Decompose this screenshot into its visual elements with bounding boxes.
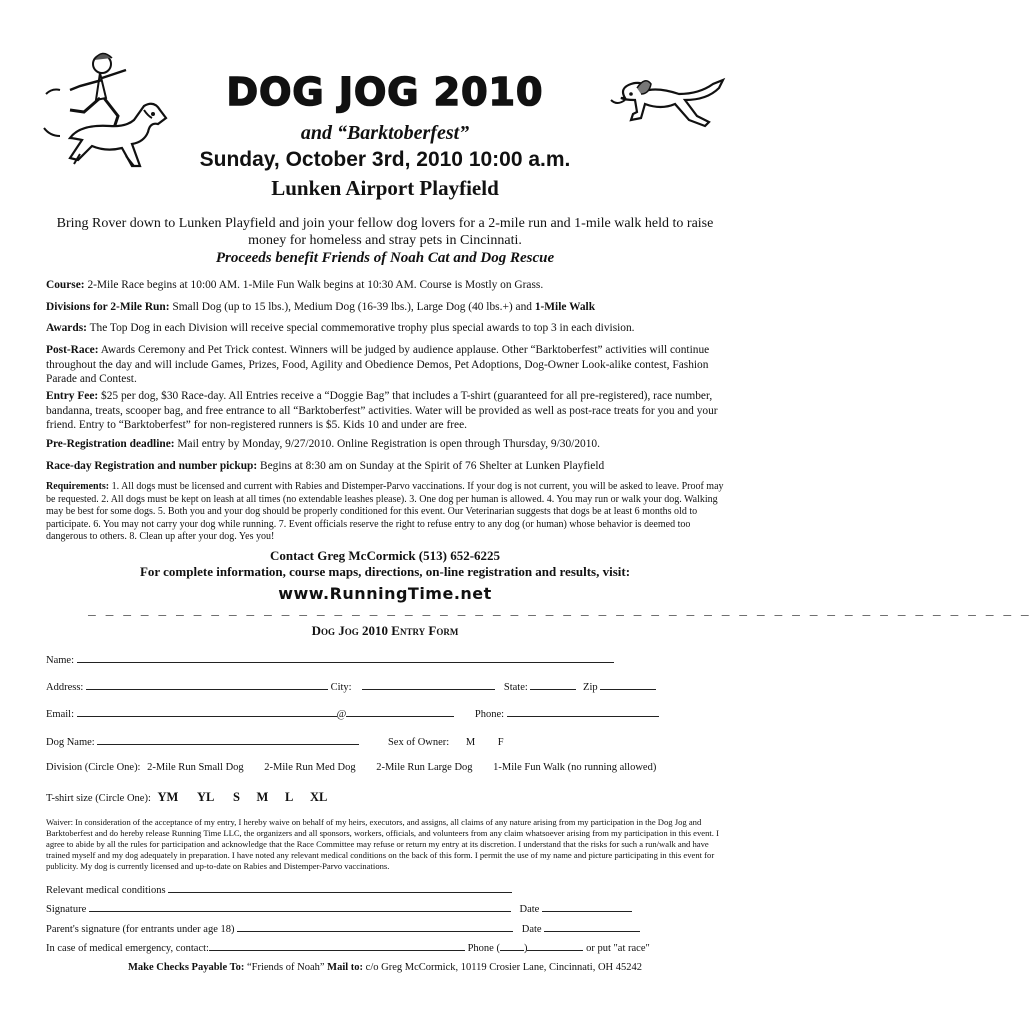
emergency-row [46,941,650,954]
benefit-text: Proceeds benefit Friends of Noah Cat and Dog Rescue [215,250,555,266]
entry-fee-text: $25 per dog, $30 Race-day. All Entries receive a “Doggie Bag” that includes a T-shirt (guaranteed for all pre-registered), race number, bandanna, treats, scooper bag, and free entrance to all “Barktoberfest” activities. Water will be provided as well as post-race treats for you and your friend. Entry to “Barktoberfest” for non-registered runners is $5. Kids 10 and under are free. [46,390,718,432]
phone-field[interactable] [507,707,659,717]
medical-field[interactable] [168,883,512,893]
signature-date-field[interactable] [542,902,632,912]
form-title: Dog Jog 2010 Entry Form [311,623,459,638]
tshirt-label: T-shirt size (Circle One): [46,793,151,804]
email-user-field[interactable] [77,707,337,717]
pre-registration-text: Mail entry by Monday, 9/27/2010. Online Registration is open through Thursday, 9/30/2010. [174,438,600,450]
sex-m-option[interactable]: M [465,737,476,748]
signature-label: Signature [46,904,87,915]
parent-signature-label: Parent's signature (for entrants under age 18) [46,924,235,935]
parent-signature-field[interactable] [237,922,513,932]
tshirt-option-s[interactable]: S [232,790,240,804]
website-link[interactable]: www.RunningTime.net [278,584,492,603]
zip-field[interactable] [600,680,656,690]
event-date: Sunday, October 3rd, 2010 10:00 a.m. [199,148,571,171]
post-race-info [46,343,729,387]
name-field[interactable] [77,653,614,663]
awards-info [46,321,729,336]
mail-value: c/o Greg McCormick, 10119 Crosier Lane, Cincinnati, OH 45242 [365,962,643,973]
requirements-text: 1. All dogs must be licensed and current with Rabies and Distemper-Parvo vaccinations. If your dog is not current, you will be asked to leave. Proof may be requested. 2. All dogs must be kept on leash at all times (no extendable leashes please). 3. One dog per human is allowed. 4. You may run or walk your dog. Walking may be best for some dogs. 5. Both you and your dog should be properly conditioned for this event. Our Veterinarian suggests that dogs be at least 6 months old to participate. 6. You may not carry your dog while running. 7. Event officials reserve the right to refuse entry to any dog (or human) whose behavior is deemed too dangerous to others. 8. Clean up after your dog. Yes you! [46,481,724,543]
emergency-phone-label: Phone ( [467,943,500,954]
division-option-med[interactable]: 2-Mile Run Med Dog [264,762,356,773]
event-subtitle: and “Barktoberfest” [300,122,470,144]
tshirt-option-yl[interactable]: YL [196,790,215,804]
signature-date-label: Date [519,904,540,915]
contact-block [0,548,770,580]
division-option-large[interactable]: 2-Mile Run Large Dog [376,762,473,773]
entry-fee-label: Entry Fee: [46,390,99,402]
or-put-text: or put "at race" [586,943,650,954]
waiver-text: Waiver: In consideration of the acceptance of my entry, I hereby waive on behalf of my heirs, executors, and assigns, all claims of any nature arising from my participation in the Dog Jog and Barktoberfest and do hereby release Running Time LLC, the organizers and all sponsors, workers, officials, and volunteers from any claim whatsoever arising from my participation in this event. I agree to abide by all the rules for participation and acknowledge that the Race Committee may refuse or return my entry at its discretion. I understand that the risks for such a run/walk and have trained myself and my dog adequately in preparation. I have noted any relevant medical conditions on the back of this form. I permit the use of my name and picture participating in this event for publicity. My dog is currently licensed and up-to-date on Rabies and Distemper-Parvo vaccinations. [46,817,719,871]
dog-name-field[interactable] [97,735,359,745]
state-field[interactable] [530,680,576,690]
event-venue: Lunken Airport Playfield [271,176,499,200]
parent-signature-row [46,922,640,935]
post-race-text: Awards Ceremony and Pet Trick contest. Winners will be judged by audience applause. Other “Barktoberfest” activities will continue throughout the day and will include Games, Prizes, Food, Agility and Obedience Demos, Pet Adoptions, Dog-Owner Look-alike contest, Fashion Parade and Contest. [46,344,710,386]
course-label: Course: [46,279,85,291]
intro-text: Bring Rover down to Lunken Playfield and join your fellow dog lovers for a 2-mile run and 1-mile walk held to raise money for homeless and stray pets in Cincinnati. [56,216,714,248]
awards-text: The Top Dog in each Division will receive special commemorative trophy plus special awards to top 3 in each division. [86,322,635,334]
division-row [46,762,656,773]
email-row [46,707,659,720]
name-label: Name: [46,655,74,666]
email-label: Email: [46,709,74,720]
course-text: 2-Mile Race begins at 10:00 AM. 1-Mile Fun Walk begins at 10:30 AM. Course is Mostly on Grass. [84,279,544,291]
emergency-phone-close: ) [523,943,528,954]
dog-name-row [46,735,504,748]
name-row [46,653,614,666]
checks-value: “Friends of Noah” [246,962,325,973]
address-field[interactable] [86,680,328,690]
requirements-label: Requirements: [46,481,110,492]
checks-label: Make Checks Payable To: [127,962,245,973]
race-day-text: Begins at 8:30 am on Sunday at the Spirit of 76 Shelter at Lunken Playfield [257,460,605,472]
sex-f-option[interactable]: F [497,737,504,748]
pre-registration-info [46,437,729,452]
at-sign: @ [336,709,347,720]
divisions-text: Small Dog (up to 15 lbs.), Medium Dog (16-39 lbs.), Large Dog (40 lbs.+) and [169,301,535,313]
emergency-phone-field[interactable] [527,941,583,951]
mail-label: Mail to: [327,962,364,973]
tshirt-row [46,790,327,805]
tshirt-option-xl[interactable]: XL [309,790,328,804]
tshirt-option-m[interactable]: M [256,790,269,804]
city-field[interactable] [362,680,495,690]
division-option-walk[interactable]: 1-Mile Fun Walk (no running allowed) [493,762,657,773]
phone-label: Phone: [474,709,505,720]
post-race-label: Post-Race: [46,344,99,356]
info-line: For complete information, course maps, directions, on-line registration and results, visit: [139,564,631,579]
emergency-contact-field[interactable] [209,941,465,951]
requirements-info [46,481,729,544]
zip-label: Zip [583,682,598,693]
address-label: Address: [46,682,84,693]
checks-line [0,962,770,973]
event-title: DOG JOG 2010 [226,70,544,114]
division-label: Division (Circle One): [46,762,141,773]
address-row [46,680,656,693]
course-info [46,278,729,293]
city-label: City: [330,682,352,693]
tshirt-option-l[interactable]: L [284,790,294,804]
sex-label: Sex of Owner: [387,737,450,748]
medical-label: Relevant medical conditions [46,885,166,896]
parent-date-field[interactable] [544,922,640,932]
divisions-info [46,300,729,315]
state-label: State: [503,682,528,693]
pre-registration-label: Pre-Registration deadline: [46,438,175,450]
dog-name-label: Dog Name: [46,737,95,748]
emergency-area-code-field[interactable] [500,941,524,951]
divisions-walk: 1-Mile Walk [534,301,596,313]
email-domain-field[interactable] [346,707,454,717]
race-day-label: Race-day Registration and number pickup: [46,460,258,472]
awards-label: Awards: [46,322,87,334]
emergency-label: In case of medical emergency, contact: [46,943,209,954]
signature-field[interactable] [89,902,511,912]
tshirt-option-ym[interactable]: YM [157,790,179,804]
race-day-info [46,459,729,474]
parent-date-label: Date [521,924,542,935]
medical-row [46,883,512,896]
division-option-small[interactable]: 2-Mile Run Small Dog [147,762,244,773]
cut-line: _ _ _ _ _ _ _ _ _ _ _ _ _ _ _ _ _ _ _ _ _ _ _ _ _ _ _ _ _ _ _ _ _ _ _ _ _ _ _ _ _ _ _ _ _ _ _ _ _ _ _ _ _ _ [88,603,1030,618]
divisions-label: Divisions for 2-Mile Run: [46,301,170,313]
contact-line: Contact Greg McCormick (513) 652-6225 [269,548,501,563]
entry-fee-info [46,389,729,433]
signature-row [46,902,632,915]
